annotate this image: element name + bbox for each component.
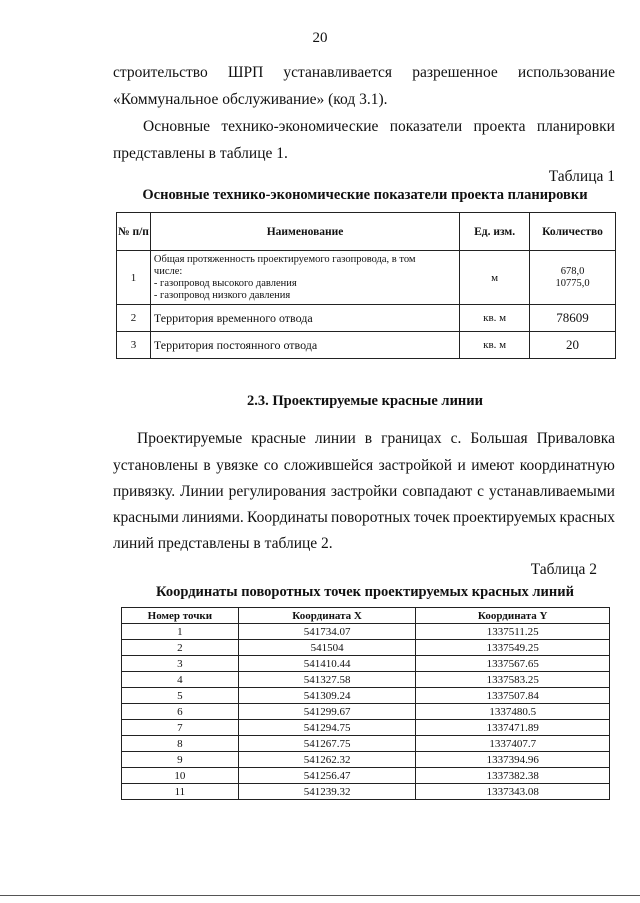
- word: красных: [559, 509, 615, 526]
- cell-point: 8: [122, 736, 239, 752]
- cell-x: 541294.75: [238, 720, 416, 736]
- word: строительство: [113, 64, 208, 81]
- word: Приваловка: [536, 430, 615, 447]
- word: увязке: [216, 457, 259, 474]
- word: использование: [517, 64, 615, 81]
- cell-unit: кв. м: [460, 305, 530, 332]
- word: имеют: [471, 457, 515, 474]
- cell-y: 1337343.08: [416, 784, 610, 800]
- word: устанавливается: [283, 64, 393, 81]
- word: с.: [450, 430, 462, 447]
- paragraph-2-line-1: [143, 118, 615, 136]
- page-number: 20: [312, 30, 328, 46]
- qty-line: 678,0: [560, 265, 585, 277]
- cell-point: 2: [122, 640, 239, 656]
- header-num: № п/п: [117, 213, 151, 251]
- word: сложившейся: [283, 457, 374, 474]
- table-row: [117, 332, 616, 359]
- word: застройки: [330, 483, 398, 500]
- cell-num: 1: [117, 251, 151, 305]
- word: проектируемых: [453, 509, 557, 526]
- table-2-label: Таблица 2: [530, 561, 597, 578]
- cell-y: 1337511.25: [416, 624, 610, 640]
- cell-num: 3: [117, 332, 151, 359]
- word: со: [263, 457, 279, 474]
- qty-line: 10775,0: [555, 277, 590, 289]
- cell-x: 541734.07: [238, 624, 416, 640]
- cell-x: 541239.32: [238, 784, 416, 800]
- cell-x: 541299.67: [238, 704, 416, 720]
- cell-unit: кв. м: [460, 332, 530, 359]
- header-point: Номер точки: [122, 608, 239, 624]
- cell-x: 541262.32: [238, 752, 416, 768]
- table-1-label: Таблица 1: [548, 168, 615, 185]
- cell-point: 9: [122, 752, 239, 768]
- table-row: [122, 768, 610, 784]
- word: красными: [113, 509, 179, 526]
- header-name: Наименование: [150, 213, 459, 251]
- word: красные: [251, 430, 306, 447]
- name-line: - газопровод низкого давления: [153, 289, 291, 301]
- cell-qty: [530, 251, 616, 305]
- word: установлены: [113, 457, 198, 474]
- table-row: [117, 251, 616, 305]
- cell-point: 1: [122, 624, 239, 640]
- word: устанавливаемыми: [488, 483, 615, 500]
- table-header-row: [122, 608, 610, 624]
- cell-x: 541267.75: [238, 736, 416, 752]
- word: Координаты: [247, 509, 328, 526]
- table-2: [121, 607, 610, 800]
- word: в: [203, 457, 211, 474]
- name-line: числе:: [153, 265, 183, 277]
- cell-point: 5: [122, 688, 239, 704]
- paragraph-2-line-2: представлены в таблице 1.: [113, 145, 288, 162]
- section-heading: 2.3. Проектируемые красные линии: [246, 393, 483, 409]
- word: Проектируемые: [137, 430, 243, 447]
- header-qty: Количество: [530, 213, 616, 251]
- word: и: [457, 457, 466, 474]
- table-row: [122, 672, 610, 688]
- paragraph-3-line-2: [113, 457, 615, 475]
- word: привязку.: [113, 483, 176, 500]
- table-1-title: Основные технико-экономические показатели проекта планировки: [142, 187, 588, 203]
- page-bottom-rule: [0, 895, 640, 896]
- table-1: [116, 212, 616, 359]
- cell-num: 2: [117, 305, 151, 332]
- cell-y: 1337507.84: [416, 688, 610, 704]
- header-y: Координата Y: [416, 608, 610, 624]
- paragraph-3-line-1: [137, 430, 615, 448]
- cell-point: 4: [122, 672, 239, 688]
- word: совпадают: [402, 483, 473, 500]
- table-2-title: Координаты поворотных точек проектируемых красных линий: [156, 584, 574, 600]
- cell-name: Территория постоянного отвода: [150, 332, 459, 359]
- word: границах: [381, 430, 442, 447]
- paragraph-1-line-2: «Коммунальное обслуживание» (код 3.1).: [113, 91, 388, 108]
- cell-y: 1337567.65: [416, 656, 610, 672]
- table-row: [122, 704, 610, 720]
- word: линии: [314, 430, 356, 447]
- word: координатную: [519, 457, 615, 474]
- header-x: Координата X: [238, 608, 416, 624]
- cell-name: [150, 251, 459, 305]
- table-row: [122, 688, 610, 704]
- cell-qty: 78609: [530, 305, 616, 332]
- cell-x: 541410.44: [238, 656, 416, 672]
- table-row: [122, 752, 610, 768]
- cell-unit: м: [460, 251, 530, 305]
- cell-x: 541309.24: [238, 688, 416, 704]
- paragraph-1-line-1: [113, 64, 615, 82]
- cell-y: 1337394.96: [416, 752, 610, 768]
- table-row: [122, 656, 610, 672]
- word: разрешенное: [412, 64, 498, 81]
- cell-y: 1337407.7: [416, 736, 610, 752]
- name-line: - газопровод высокого давления: [153, 277, 297, 289]
- word: регулирования: [228, 483, 326, 500]
- word: точек: [413, 509, 450, 526]
- cell-x: 541504: [238, 640, 416, 656]
- cell-y: 1337583.25: [416, 672, 610, 688]
- cell-y: 1337471.89: [416, 720, 610, 736]
- word: планировки: [536, 118, 615, 135]
- table-row: [122, 720, 610, 736]
- paragraph-3-line-3: [113, 483, 615, 501]
- cell-point: 10: [122, 768, 239, 784]
- table-row: [122, 736, 610, 752]
- cell-name: Территория временного отвода: [150, 305, 459, 332]
- word: технико-экономические: [221, 118, 379, 135]
- word: поворотных: [330, 509, 411, 526]
- table-row: [117, 305, 616, 332]
- cell-y: 1337382.38: [416, 768, 610, 784]
- cell-point: 7: [122, 720, 239, 736]
- cell-point: 6: [122, 704, 239, 720]
- cell-x: 541256.47: [238, 768, 416, 784]
- table-row: [122, 784, 610, 800]
- table-row: [122, 624, 610, 640]
- cell-point: 11: [122, 784, 239, 800]
- word: в: [364, 430, 373, 447]
- name-line: Общая протяженность проектируемого газопровода, в том: [153, 253, 416, 265]
- word: застройкой: [378, 457, 453, 474]
- cell-qty: 20: [530, 332, 616, 359]
- paragraph-3-line-5: линий представлены в таблице 2.: [113, 535, 333, 552]
- cell-y: 1337480.5: [416, 704, 610, 720]
- paragraph-3-line-4: [113, 509, 615, 527]
- table-header-row: [117, 213, 616, 251]
- word: проекта: [473, 118, 526, 135]
- word: показатели: [389, 118, 463, 135]
- word: Большая: [470, 430, 528, 447]
- header-unit: Ед. изм.: [460, 213, 530, 251]
- cell-y: 1337549.25: [416, 640, 610, 656]
- cell-x: 541327.58: [238, 672, 416, 688]
- word: Линии: [180, 483, 224, 500]
- word: ШРП: [227, 64, 264, 81]
- word: линиями.: [182, 509, 244, 526]
- table-row: [122, 640, 610, 656]
- word: Основные: [143, 118, 211, 135]
- cell-point: 3: [122, 656, 239, 672]
- word: с: [477, 483, 485, 500]
